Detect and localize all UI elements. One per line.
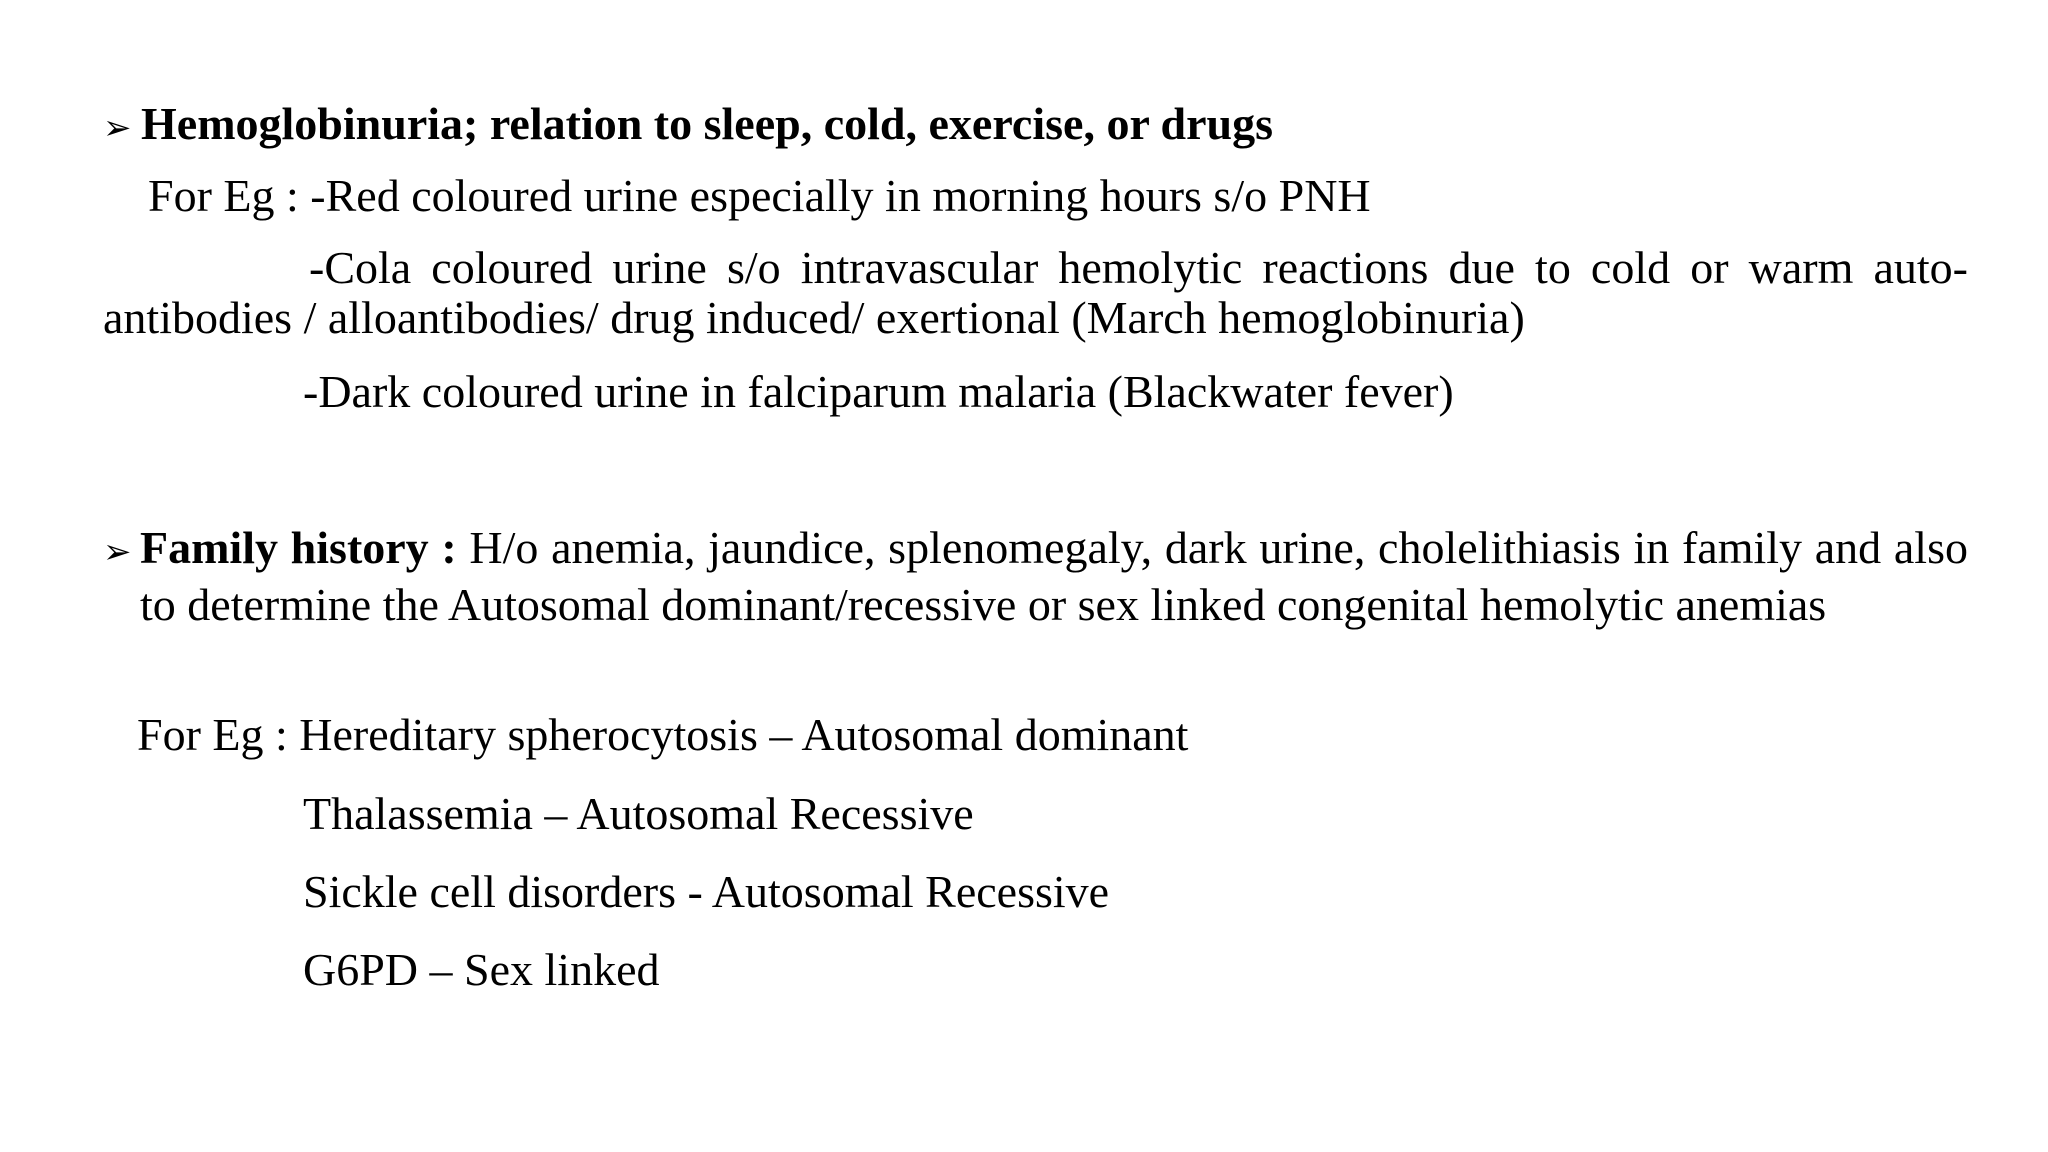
list-item-thalassemia: Thalassemia – Autosomal Recessive bbox=[303, 788, 974, 839]
family-history-label: Family history : bbox=[140, 522, 457, 573]
cola-urine-paragraph: -Cola coloured urine s/o intravascular hemolytic reactions due to cold or warm auto-antibodies / alloantibodies/ drug induced/ exertional (March hemoglobinuria) bbox=[103, 242, 1968, 343]
eg-line-spherocytosis: For Eg : Hereditary spherocytosis – Autosomal dominant bbox=[137, 709, 1189, 760]
family-history-paragraph bbox=[140, 519, 1968, 633]
bullet-row-hemoglobinuria bbox=[103, 98, 1273, 154]
heading-hemoglobinuria: Hemoglobinuria; relation to sleep, cold, exercise, or drugs bbox=[141, 98, 1274, 149]
list-item-sickle-cell: Sickle cell disorders - Autosomal Recessive bbox=[303, 866, 1110, 917]
arrow-bullet-icon: ➢ bbox=[103, 532, 132, 572]
arrow-bullet-icon: ➢ bbox=[103, 108, 132, 148]
list-item-g6pd: G6PD – Sex linked bbox=[303, 944, 660, 995]
dark-urine-line: -Dark coloured urine in falciparum malaria (Blackwater fever) bbox=[303, 366, 1454, 417]
eg-line-red-urine: For Eg : -Red coloured urine especially in morning hours s/o PNH bbox=[148, 170, 1371, 221]
family-history-text: H/o anemia, jaundice, splenomegaly, dark urine, cholelithiasis in family and also to determine the Autosomal dominant/recessive or sex linked congenital hemolytic anemias bbox=[140, 522, 1968, 630]
